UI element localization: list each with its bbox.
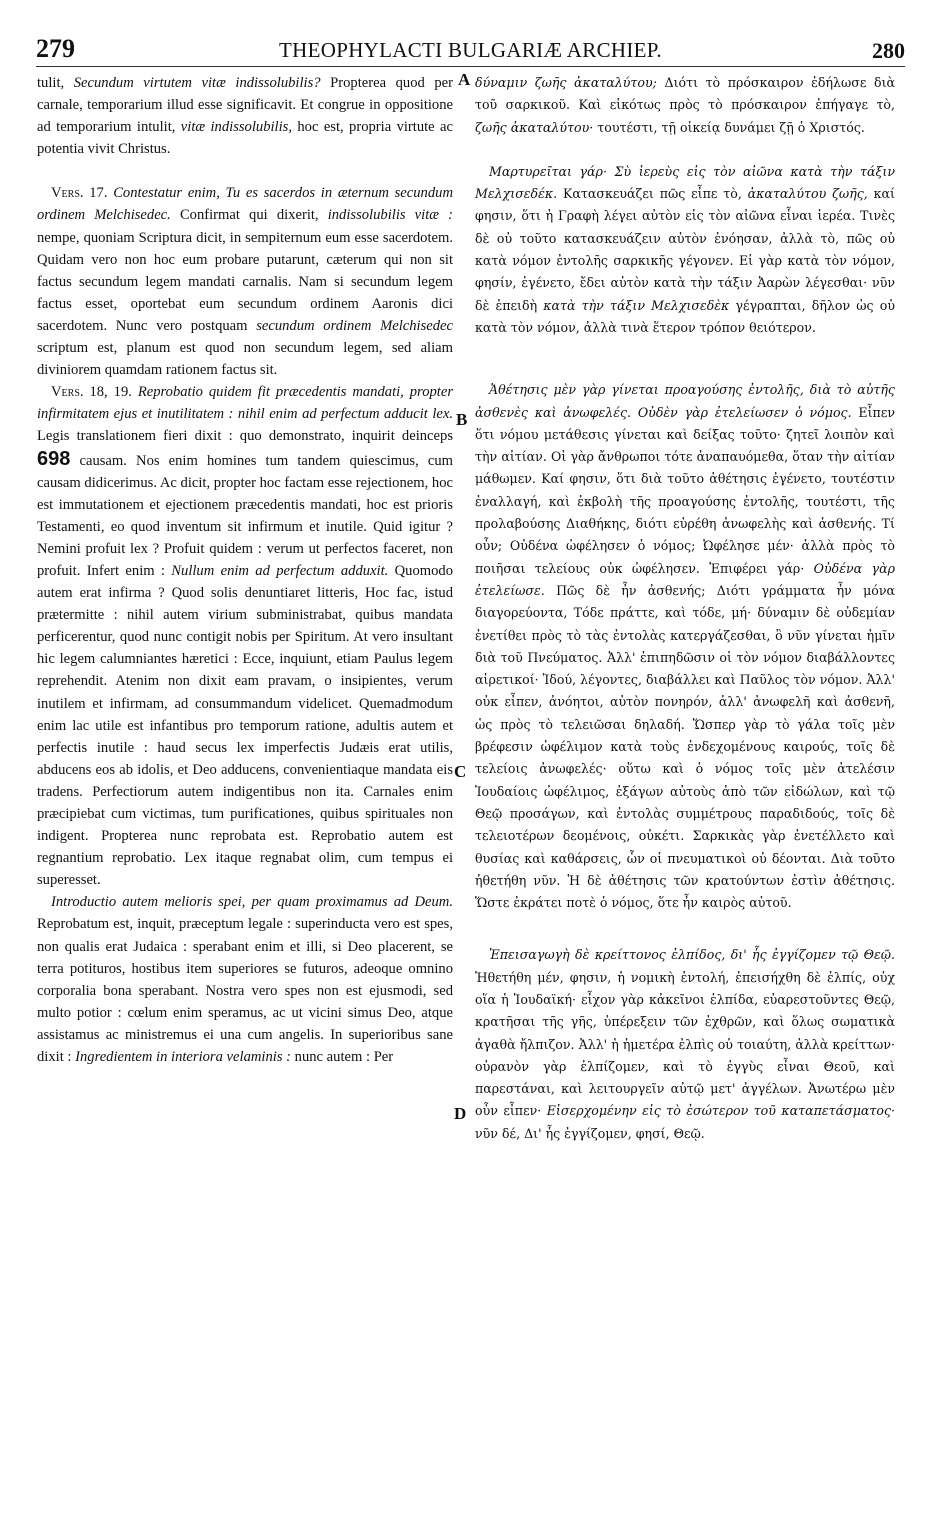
- quote-text: κατὰ τὴν τάξιν Μελχισεδὲκ: [543, 297, 730, 313]
- quote-text: Introductio autem melioris spei, per quam proximamus ad Deum.: [51, 894, 453, 911]
- running-header: [36, 34, 905, 64]
- text: τουτέστι, τῇ οἰκείᾳ δυνάμει ζῇ ὁ Χριστός.: [593, 119, 865, 135]
- quote-text: Οὐδένα γὰρ ἐτελείωσε.: [475, 560, 895, 598]
- text: γέγραπται, δῆλον ὡς οὐ κατὰ τὸν νόμον, ἀλλὰ τινὰ ἕτερον τρόπον θειότερον.: [475, 297, 895, 335]
- text: scriptum est, planum est quod non secundum legem, sed aliam diviniorem quamdam rationem factus sit.: [37, 340, 453, 379]
- text: Propterea quod per carnale, temporarium illud esse significavit. Et congrue in oppositione ad temporarium intulit,: [37, 75, 454, 136]
- quote-text: vitæ indissolubilis,: [180, 119, 292, 136]
- quote-text: secundum ordinem Melchisedec: [256, 317, 453, 334]
- text: Κατασκευάζει πῶς εἶπε τὸ,: [557, 186, 748, 202]
- spacer: [475, 139, 895, 161]
- text: καί φησιν, ὅτι ἡ Γραφὴ λέγει αὐτὸν εἰς τὸν αἰῶνα εἶναι ἱερέα. Τινὲς δὲ οὐ τοῦτο κατασκευάζειν αὐτὸν ἐνόησαν, ἀλλὰ τὸ, πῶς οὐ κατὰ νόμον ἐντολῆς σαρκικῆς γέγονεν. Εἰ γὰρ κατὰ τὸν νόμον, φησίν, ἐγένετο, ἔδει αὐτὸν κατὰ τὴν τάξιν Ἀαρὼν λέγεσθαι· νῦν δὲ ἐπειδὴ: [475, 186, 895, 313]
- margin-letter-c: C: [454, 762, 467, 781]
- quote-text: indissolubilis vitæ :: [327, 207, 453, 224]
- latin-paragraph-4: [37, 891, 453, 1068]
- text: Confirmat qui dixerit,: [170, 207, 328, 224]
- spacer: [475, 914, 895, 944]
- verse-number: Vers. 17.: [51, 185, 108, 202]
- greek-paragraph-4: [475, 944, 895, 1145]
- greek-column: [475, 72, 895, 1145]
- text: Reprobatum est, inquit, præceptum legale : superinducta vero est spes, non qualis erat Judaica : sperabant enim et illi, si Deo placerent, se terra potituros, hostibus item superiores se futuros, adeoque omnino corporalia bona sperabant. Nostra vero spes non est ejusmodi, sed multo potior : cœlum enim speramus, ac ut vicini simus Deo, atque assistamus ac ministremus ei una cum angelis. In superioribus sane dixit :: [37, 916, 453, 1066]
- text: nunc autem : Per: [291, 1049, 394, 1066]
- text: Πῶς δὲ ἦν ἀσθενής; Διότι γράμματα ἦν μόνα διαγορεύοντα, Τόδε πράττε, καὶ τόδε, μή· δύναμιν δὲ οὐδεμίαν ἐνετίθει πρὸς τὸ τὰς ἐντολὰς κατεργάζεσθαι, ὃ νῦν γίνεται ἡμῖν διὰ τοῦ Πνεύματος. Ἀλλ' ἐπιπηδῶσιν οἱ τὸν νόμον διαβάλλοντες αἱρετικοί· Ἰδού, λέγοντες, διαβάλλει καὶ Παῦλος τὸν νόμον. Ἀλλ' οὐκ εἶπεν, ἀνόητοι, αὐτὸν πονηρόν, ἀλλ' ἀνωφελῆ καὶ ἀσθενῆ, ὡς πρὸς τὸ τελειῶσαι δηλαδή. Ὥσπερ γὰρ τὸ γάλα τοῖς μὲν βρέφεσιν ὠφέλιμον κατὰ τοὺς ἐνδεχομένους καιρούς, τοῖς δὲ τελείοις ἀνωφελές· οὕτω καὶ ὁ νόμος τοῖς μὲν ἀτελέσιν Ἰουδαίοις ὠφέλιμος, ἐξάγων αὐτοὺς ἀπὸ τῶν εἰδώλων, καὶ τῷ Θεῷ προσάγων, καὶ ἐντολὰς συμμέτρους παραδιδούς, τοῖς δὲ τελειοτέρων δεομένοις, οὐκέτι. Σαρκικὰς γὰρ ἐνετέλλετο καὶ θυσίας καὶ καθάρσεις, ὧν οἱ πνευματικοὶ οὐ δέονται. Διὰ τοῦτο ἠθετήθη νῦν. Ἡ δὲ ἀθέτησις τῶν κρατούντων ἐστὶν ἀθέτησις. Ὥστε ἐκράτει ποτὲ ὁ νόμος, ὅτε ἦν καιρὸς αὐτοῦ.: [475, 582, 895, 911]
- quote-text: Secundum virtutem vitæ indissolubilis?: [73, 75, 321, 91]
- text: Διότι τὸ πρόσκαιρον ἐδήλωσε διὰ τοῦ σαρκικοῦ. Καὶ εἰκότως πρὸς τὸ πρόσκαιρον ἐπήγαγε τὸ,: [475, 75, 896, 113]
- spacer: [475, 339, 895, 379]
- greek-paragraph-3: [475, 379, 895, 914]
- spacer: [37, 160, 453, 182]
- text: Quomodo autem erat infirma ? Quod solis denuntiaret litteris, Hoc fac, istud prætermitte : nihil autem virium subministrabat, quibus mandata perficerentur, quod nunc contigit nobis per Spiritum. At vero insultant hic legem calumniantes hæretici : Ecce, inquiunt, etiam Paulus legem reprehendit. Atenim non dixit eam pravam, o insipientes, verum inutilem et infirmam, ad consummandum videlicet. Quemadmodum enim lac utile est infantibus pro temporum ratione, adultis autem et perfectis inutile : haud secus lex imperfectis Judæis erat utilis, abducens eos ab idolis, et Deo adducens, convenientiaque mandata eis tradens. Perfectiorum autem indigentibus non ita. Carnales enim præcipiebat cum victimas, tum purificationes, quibus spirituales non indigent. Propterea nunc reprobata est. Reprobatio autem est regnantium reprobatio. Lex itaque regnabat olim, cum tempus ei superesset.: [37, 562, 453, 889]
- quote-text: Nullum enim ad perfectum adduxit.: [171, 562, 389, 579]
- page-number-left: 279: [36, 34, 75, 63]
- quote-text: Contestatur enim, Tu es sacerdos in æternum secundum ordinem Melchisedec.: [37, 185, 453, 224]
- quote-text: Μαρτυρεῖται γάρ· Σὺ ἱερεὺς εἰς τὸν αἰῶνα κατὰ τὴν τάξιν Μελχισεδέκ.: [475, 163, 895, 202]
- greek-paragraph-1: [475, 72, 895, 139]
- latin-paragraph-1: [37, 72, 453, 160]
- text: Legis translationem fieri dixit : quo demonstrato, inquirit deinceps: [37, 428, 453, 445]
- text: νῦν δέ, Δι' ἧς ἐγγίζομεν, φησί, Θεῷ.: [475, 1125, 705, 1141]
- text: Εἶπεν ὅτι νόμου μετάθεσις γίνεται καὶ δείξας τοῦτο· ζητεῖ λοιπὸν καὶ τὴν αἰτίαν. Οἱ γὰρ ἄνθρωποι τότε ἀναπαυόμεθα, ὅταν τὴν αἰτίαν μάθωμεν. Καί φησιν, ὅτι διὰ τοῦτο ἀθέτησις ἐγένετο, τουτέστιν ἐναλλαγή, καὶ ἐκβολὴ τῆς προαγούσης ἐντολῆς, τουτέστι, τῆς προλαβούσης Διαθήκης, διότι εὑρέθη ἀνωφελὴς καὶ ἀσθενής. Τί οὖν; Οὐδένα ὠφέλησεν ὁ νόμος; Ὠφέλησε μέν· ἀλλὰ πρὸς τὸ ποιῆσαι τελείους οὐκ ὠφέλησεν. Ἐπιφέρει γάρ·: [475, 404, 895, 576]
- verse-number: Vers. 18, 19.: [51, 384, 132, 401]
- quote-text: Reprobatio quidem fit præcedentis mandati, propter infirmitatem ejus et inutilitatem : nihil enim ad perfectum adducit lex.: [37, 384, 454, 423]
- quote-text: Ingredientem in interiora velaminis :: [75, 1049, 292, 1066]
- page-number-right: 280: [872, 38, 905, 63]
- margin-number: 698: [37, 447, 71, 470]
- margin-letter-b: B: [456, 410, 468, 429]
- header-rule: [36, 66, 905, 67]
- latin-column: [37, 72, 453, 1068]
- text: nempe, quoniam Scriptura dicit, in sempiternum eum esse sacerdotem. Quidam vero non hoc eum probare putarunt, cæterum qui non sit factus secundum legem mandati carnalis. Nam si secundum legem factus esset, oportebat eum secundum ordinem Aaronis dici sacerdotem. Nunc vero postquam: [37, 229, 453, 334]
- greek-paragraph-2: [475, 161, 895, 339]
- quote-text: Ἀθέτησις μὲν γὰρ γίνεται προαγούσης ἐντολῆς, διὰ τὸ αὐτῆς ἀσθενὲς καὶ ἀνωφελές. Οὐδὲν γὰρ ἐτελείωσεν ὁ νόμος.: [475, 382, 895, 420]
- text: tulit,: [37, 75, 74, 91]
- quote-text: ζωῆς ἀκαταλύτου·: [475, 119, 594, 135]
- text: hoc est, propria virtute ac potentia vivit Christus.: [37, 119, 453, 158]
- text: Ἠθετήθη μέν, φησιν, ἡ νομικὴ ἐντολή, ἐπεισήχθη δὲ ἐλπίς, οὐχ οἵα ἡ Ἰουδαϊκή· εἶχον γὰρ κἀκεῖνοι ἐλπίδα, εὐαρεστοῦντες Θεῷ, κρατῆσαι τῆς γῆς, ὑπέρεξειν τῶν ἐχθρῶν, καὶ ὅλως σωματικὰ ἀγαθὰ ἤλπιζον. Ἀλλ' ἡ ἡμετέρα ἐλπὶς οὐ τοιαύτη, ἀλλὰ κρείττων· οὐρανὸν γὰρ ἐλπίζομεν, καὶ τὸ ἐγγὺς εἶναι Θεοῦ, καὶ παρεστάναι, καὶ λειτουργεῖν αὐτῷ μετ' ἀγγέλων. Ἀνωτέρω μὲν οὖν εἶπεν·: [475, 969, 895, 1119]
- quote-text: Ἐπεισαγωγὴ δὲ κρείττονος ἐλπίδος, δι' ἧς ἐγγίζομεν τῷ Θεῷ.: [489, 947, 895, 963]
- latin-paragraph-2: [37, 182, 453, 381]
- margin-letter-a: A: [458, 70, 471, 89]
- latin-paragraph-3: [37, 381, 453, 891]
- running-title: THEOPHYLACTI BULGARIÆ ARCHIEP.: [279, 38, 662, 62]
- margin-letter-d: D: [454, 1104, 467, 1123]
- quote-text: ἀκαταλύτου ζωῆς,: [747, 186, 868, 202]
- quote-text: δύναμιν ζωῆς ἀκαταλύτου;: [475, 75, 657, 90]
- quote-text: Εἰσερχομένην εἰς τὸ ἐσώτερον τοῦ καταπετάσματος·: [546, 1103, 895, 1119]
- text: causam. Nos enim homines tum tandem quiescimus, cum causam didicerimus. Ac dicit, propter hoc factam esse rejectionem, hoc est immutationem et ejectionem præcedentis mandati, hoc est prioris Testamenti, eo quod inventum sit infirmum et inutile. Quid igitur ? Nemini profuit lex ? Profuit quidem : verum ut perfectos faceret, non profuit. Infert enim :: [37, 452, 453, 579]
